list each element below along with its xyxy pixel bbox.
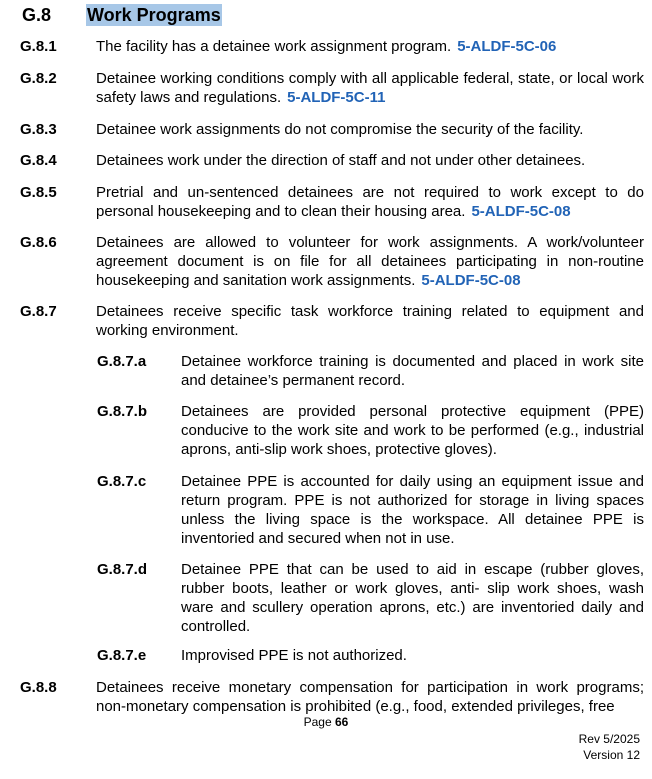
version-label: Version 12	[583, 748, 640, 762]
page-footer	[0, 715, 652, 730]
standard-reference: 5-ALDF-5C-06	[457, 38, 557, 55]
standard-reference: 5-ALDF-5C-08	[471, 203, 571, 220]
sub-item-number: G.8.7.a	[97, 353, 147, 370]
item-number: G.8.2	[20, 70, 57, 87]
sub-item-text: Improvised PPE is not authorized.	[181, 647, 407, 664]
standard-reference: 5-ALDF-5C-08	[421, 272, 521, 289]
item-text: Detainees work under the direction of staff and not under other detainees.	[96, 152, 586, 169]
sub-item-text: Detainee PPE is accounted for daily using an equipment issue and return program. PPE is not authorized for storage in living spaces unless the living space is the workspace. All detainee PPE is inventoried and secured when not in use.	[181, 473, 644, 547]
item-number: G.8.7	[20, 303, 57, 320]
sub-item-text: Detainees are provided personal protective equipment (PPE) conducive to the work site and work to be performed (e.g., industrial aprons, anti-slip work shoes, protective gloves).	[181, 403, 644, 458]
item-text: Pretrial and un-sentenced detainees are not required to work except to do personal housekeeping and to clean their housing area. 5-ALDF-5C-08	[96, 184, 644, 220]
item-number: G.8.1	[20, 38, 57, 55]
sub-item-number: G.8.7.d	[97, 561, 148, 578]
item-text: Detainees are allowed to volunteer for work assignments. A work/volunteer agreement document is on file for all detainees participating in non-routine housekeeping and sanitation work assignments. 5-ALDF-5C-08	[96, 234, 644, 289]
item-text: Detainee work assignments do not compromise the security of the facility.	[96, 121, 584, 138]
revision-block	[579, 731, 640, 763]
section-title: Work Programs	[87, 5, 221, 25]
sub-item-text: Detainee workforce training is documented and placed in work site and detainee’s permanent record.	[181, 353, 644, 389]
item-number: G.8.8	[20, 679, 57, 696]
item-number: G.8.4	[20, 152, 57, 169]
item-number: G.8.3	[20, 121, 57, 138]
page-number: 66	[335, 715, 349, 729]
item-text: Detainees receive specific task workforce training related to equipment and working environment.	[96, 303, 644, 339]
item-text: Detainees receive monetary compensation for participation in work programs; non-monetary compensation is prohibited (e.g., food, extended privileges, free	[96, 679, 644, 715]
page-label: Page	[303, 715, 332, 729]
item-text: The facility has a detainee work assignment program. 5-ALDF-5C-06	[96, 38, 557, 55]
sub-item-number: G.8.7.e	[97, 647, 147, 664]
item-text: Detainee working conditions comply with all applicable federal, state, or local work safety laws and regulations. 5-ALDF-5C-11	[96, 70, 644, 106]
revision-date: Rev 5/2025	[578, 732, 640, 746]
sub-item-text: Detainee PPE that can be used to aid in escape (rubber gloves, rubber boots, leather or work gloves, anti- slip work shoes, wash ware and scullery operation aprons, etc.) are inventoried daily and controlled.	[181, 561, 644, 635]
sub-item-number: G.8.7.c	[97, 473, 147, 490]
section-number: G.8	[22, 5, 52, 25]
standard-reference: 5-ALDF-5C-11	[287, 89, 386, 106]
item-number: G.8.6	[20, 234, 57, 251]
item-number: G.8.5	[20, 184, 57, 201]
sub-item-number: G.8.7.b	[97, 403, 148, 420]
